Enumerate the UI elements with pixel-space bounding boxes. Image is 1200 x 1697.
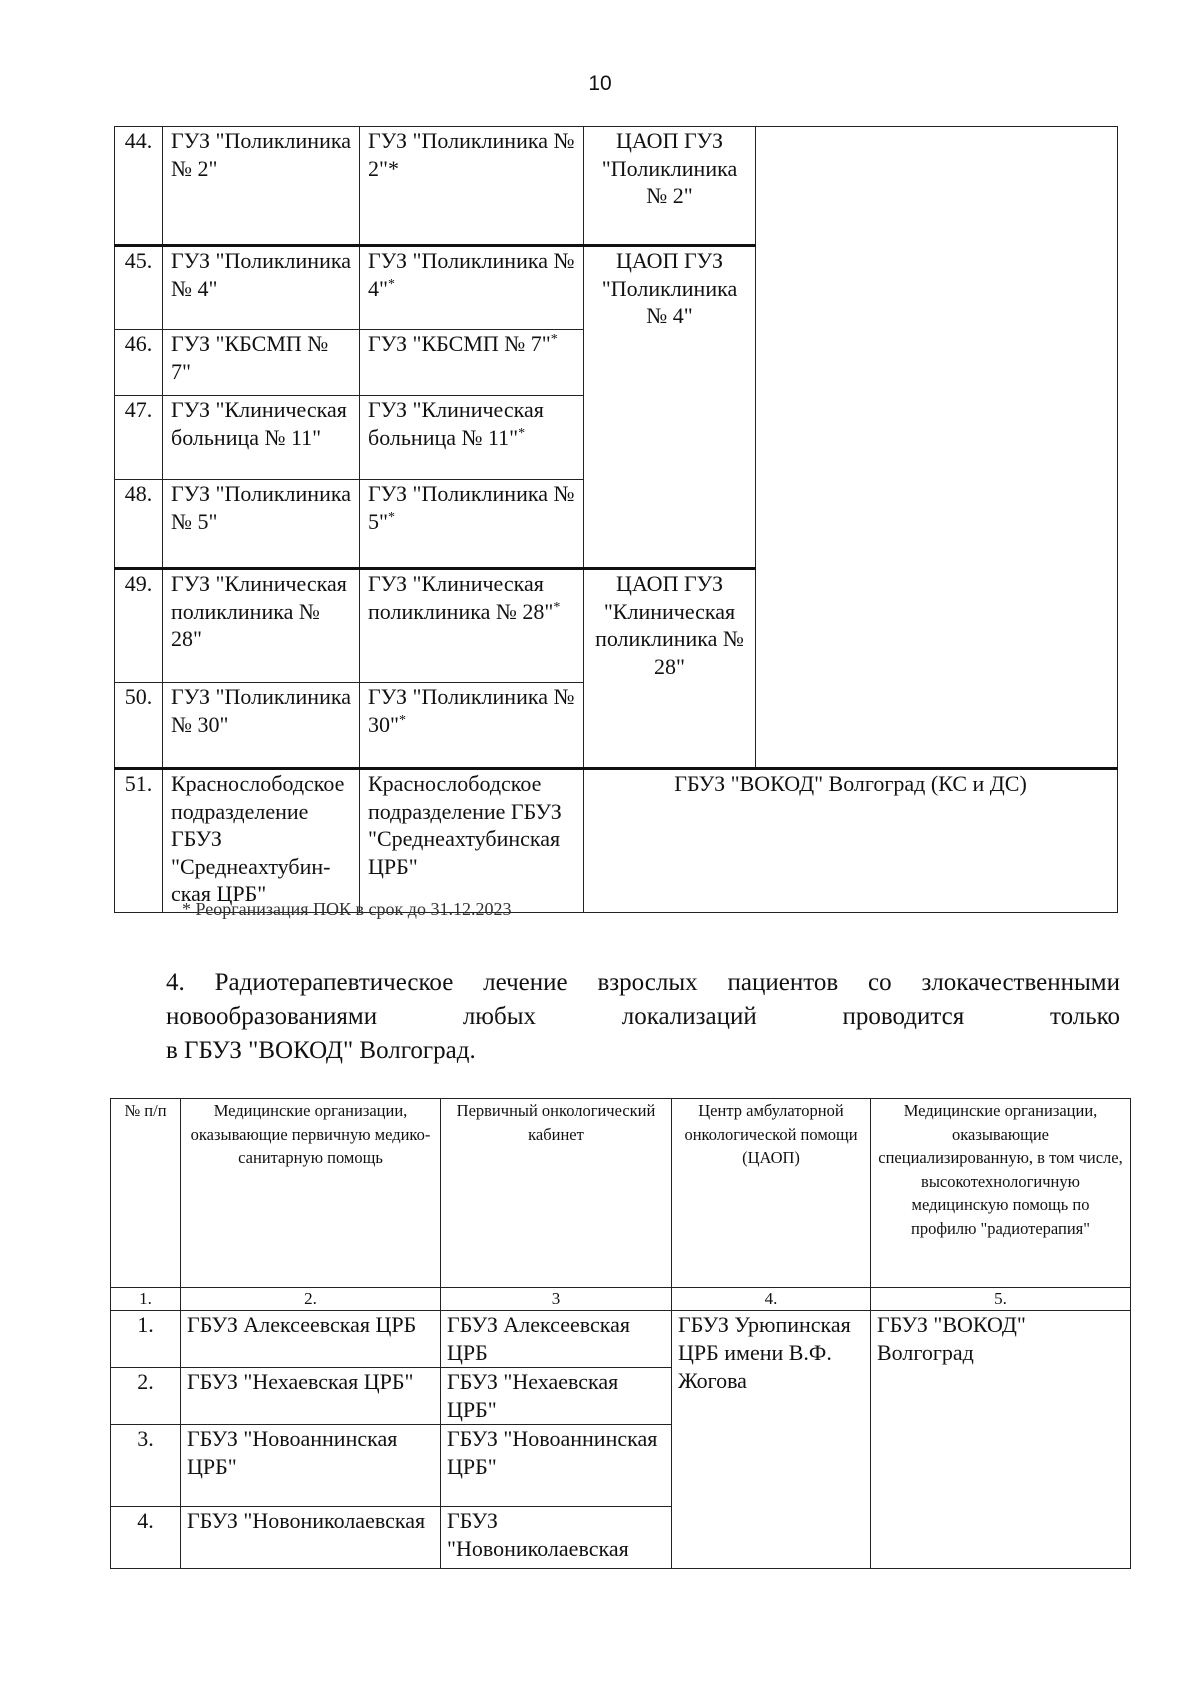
primary-care-org: ГУЗ "КБСМП № 7" — [163, 330, 360, 396]
row-number: 1. — [111, 1311, 181, 1368]
table-row — [115, 127, 1118, 246]
row-number: 50. — [115, 683, 163, 769]
row-number: 46. — [115, 330, 163, 396]
primary-care-org: ГБУЗ "Новоаннинская ЦРБ" — [181, 1425, 441, 1507]
asterisk-mark: * — [398, 712, 406, 728]
oncology-cabinet: ГУЗ "Поликлиника № 2"* — [360, 127, 584, 246]
oncology-cabinet: ГБУЗ "Нехаевская ЦРБ" — [441, 1368, 672, 1425]
specialized-care-cell: ГБУЗ "ВОКОД" Волгоград (КС и ДС) — [584, 769, 1118, 913]
row-number: 48. — [115, 480, 163, 569]
oncology-cabinet: ГБУЗ Алексеевская ЦРБ — [441, 1311, 672, 1368]
header-primary-care: Медицинские организации, оказывающие первичную медико-санитарную помощь — [181, 1099, 441, 1288]
oncology-cabinet: ГУЗ "Поликлиника № 5"* — [360, 480, 584, 569]
row-number: 2. — [111, 1368, 181, 1425]
caop-cell: ЦАОП ГУЗ "Поликлиника № 4" — [584, 246, 756, 569]
caop-cell: ГБУЗ Урюпинская ЦРБ имени В.Ф. Жогова — [672, 1311, 871, 1569]
asterisk-mark: * — [550, 332, 558, 347]
oncology-cabinet: ГУЗ "Клиническая поликлиника № 28"* — [360, 569, 584, 683]
header-num: № п/п — [111, 1099, 181, 1288]
primary-care-org: ГУЗ "Клиническая больница № 11" — [163, 396, 360, 480]
row-number: 44. — [115, 127, 163, 246]
paragraph-line: новообразованиями любых локализаций проводится только — [166, 1003, 1120, 1030]
column-number-row — [111, 1288, 1131, 1311]
row-number: 45. — [115, 246, 163, 330]
asterisk-mark: * — [553, 599, 561, 615]
header-specialized: Медицинские организации, оказывающие специализированную, в том числе, высокотехнологичную медицинскую помощь по профилю "радиотерапия" — [871, 1099, 1131, 1288]
paragraph-4 — [166, 966, 1120, 1068]
row-number: 47. — [115, 396, 163, 480]
header-cabinet: Первичный онкологический кабинет — [441, 1099, 672, 1288]
radiotherapy-routing-table — [110, 1098, 1131, 1569]
table-row — [111, 1311, 1131, 1368]
primary-care-org: ГУЗ "Клиническая поликлиника № 28" — [163, 569, 360, 683]
oncology-cabinet: ГБУЗ "Новониколаевская — [441, 1507, 672, 1569]
primary-care-org: ГБУЗ Алексеевская ЦРБ — [181, 1311, 441, 1368]
column-number: 5. — [871, 1288, 1131, 1311]
primary-care-org: ГБУЗ "Новониколаевская — [181, 1507, 441, 1569]
footnote: * Реорганизация ПОК в срок до 31.12.2023 — [182, 899, 512, 919]
asterisk-mark: * — [518, 425, 526, 441]
paragraph-line: 4. Радиотерапевтическое лечение взрослых пациентов со злокачественными — [166, 969, 1120, 996]
row-number: 49. — [115, 569, 163, 683]
column-number: 2. — [181, 1288, 441, 1311]
row-number: 4. — [111, 1507, 181, 1569]
primary-care-org: ГУЗ "Поликлиника № 2" — [163, 127, 360, 246]
column-number: 4. — [672, 1288, 871, 1311]
caop-cell: ЦАОП ГУЗ "Поликлиника № 2" — [584, 127, 756, 246]
row-number: 3. — [111, 1425, 181, 1507]
primary-care-org: ГУЗ "Поликлиника № 4" — [163, 246, 360, 330]
header-caop: Центр амбулаторной онкологической помощи (ЦАОП) — [672, 1099, 871, 1288]
column-number: 3 — [441, 1288, 672, 1311]
oncology-cabinet: ГБУЗ "Новоаннинская ЦРБ" — [441, 1425, 672, 1507]
row-number: 51. — [115, 769, 163, 913]
page-number: 10 — [588, 72, 612, 95]
oncology-cabinet: ГУЗ "КБСМП № 7"* — [360, 330, 584, 396]
oncology-cabinet: Краснослободское подразделение ГБУЗ "Среднеахтубинская ЦРБ" — [360, 769, 584, 913]
asterisk-mark: * — [387, 276, 395, 292]
primary-care-org: ГБУЗ "Нехаевская ЦРБ" — [181, 1368, 441, 1425]
primary-care-org: ГУЗ "Поликлиника № 5" — [163, 480, 360, 569]
asterisk-mark: * — [387, 509, 395, 525]
primary-care-org: ГУЗ "Поликлиника № 30" — [163, 683, 360, 769]
oncology-cabinet: ГУЗ "Поликлиника № 4"* — [360, 246, 584, 330]
primary-care-org: Краснослободское подразделение ГБУЗ "Среднеахтубин-ская ЦРБ" — [163, 769, 360, 913]
oncology-cabinet: ГУЗ "Клиническая больница № 11"* — [360, 396, 584, 480]
table-row — [115, 769, 1118, 913]
column-number: 1. — [111, 1288, 181, 1311]
caop-cell: ЦАОП ГУЗ "Клиническая поликлиника № 28" — [584, 569, 756, 769]
oncology-routing-table-continued — [114, 126, 1118, 913]
specialized-care-cell: ГБУЗ "ВОКОД" Волгоград — [871, 1311, 1131, 1569]
specialized-care-cell-empty — [756, 127, 1118, 769]
paragraph-line: в ГБУЗ "ВОКОД" Волгоград. — [166, 1037, 476, 1064]
oncology-cabinet: ГУЗ "Поликлиника № 30"* — [360, 683, 584, 769]
table-header-row — [111, 1099, 1131, 1288]
